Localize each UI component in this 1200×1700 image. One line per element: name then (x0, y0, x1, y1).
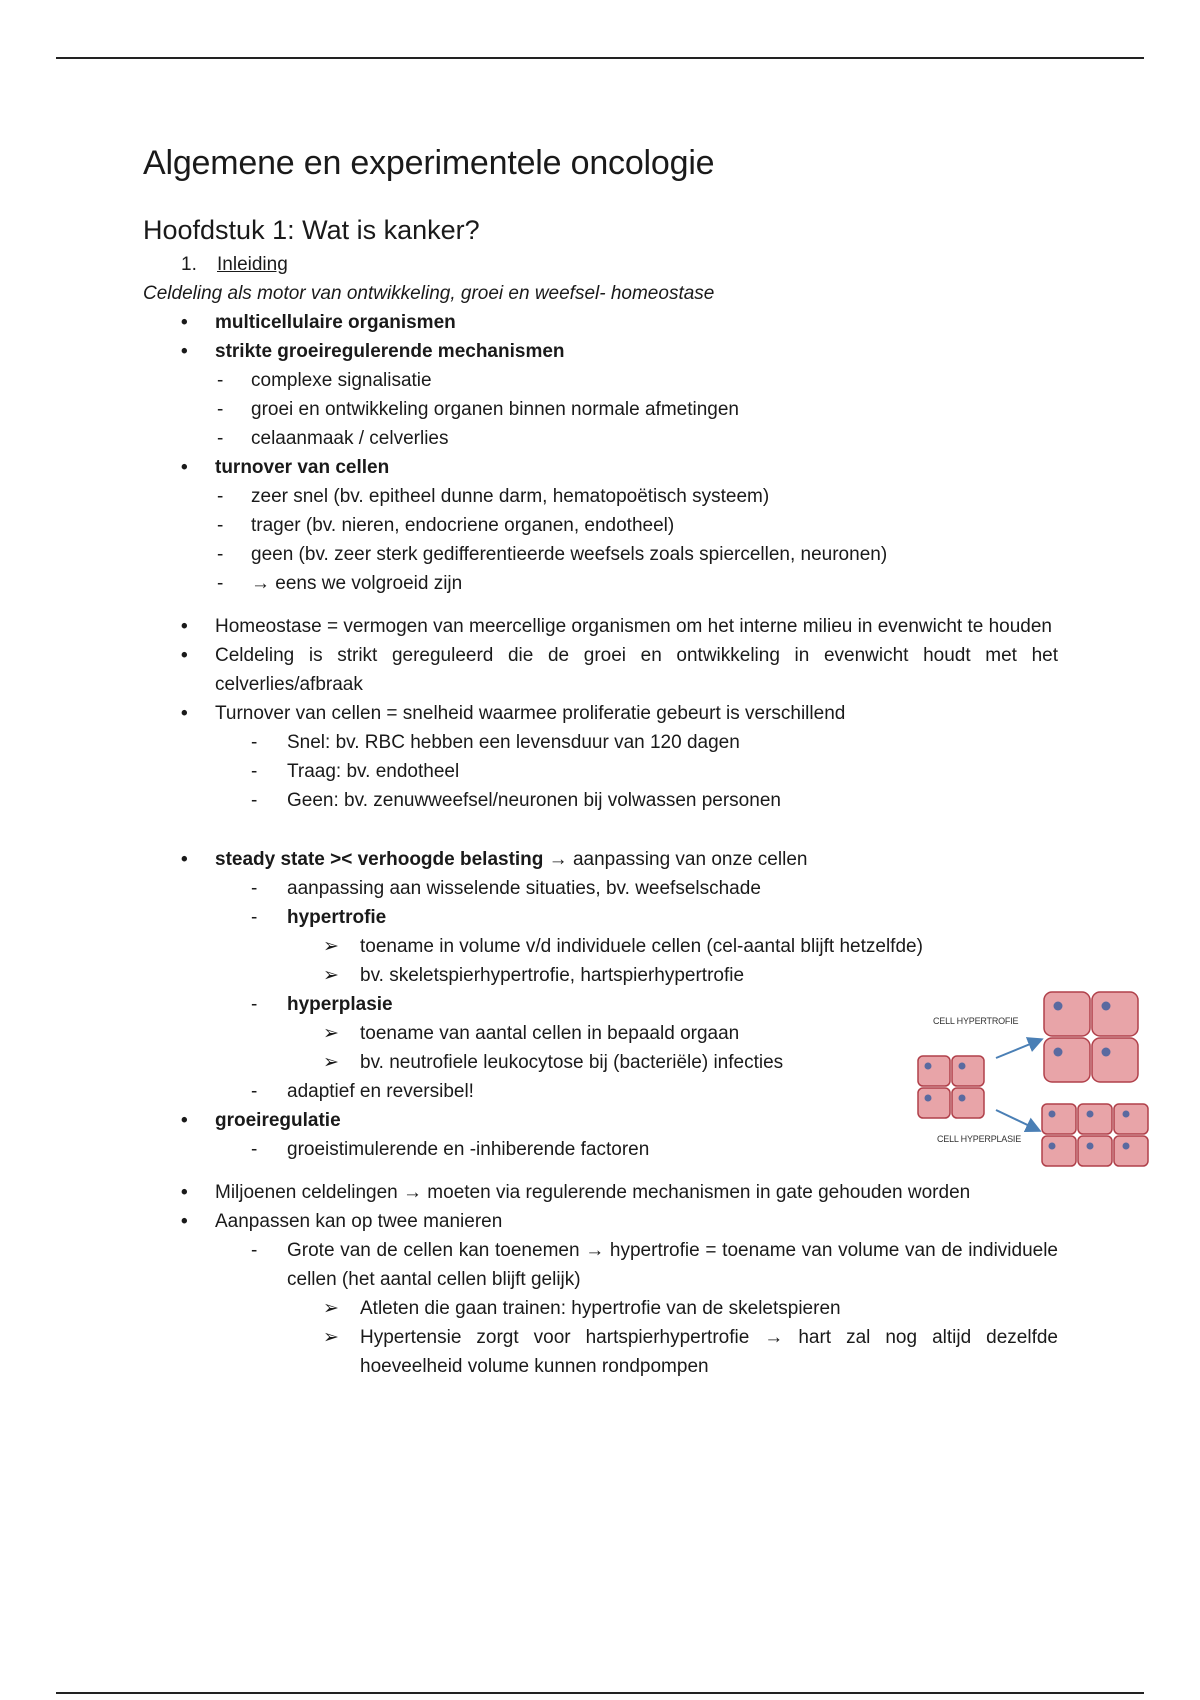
sub-list-item (143, 786, 1058, 815)
dash-marker: - (251, 1081, 258, 1102)
cell-adaptation-figure (916, 990, 1156, 1170)
sub-item-text: Geen: bv. zenuwweefsel/neuronen bij volwassen personen (287, 790, 781, 811)
sub-list-item (143, 540, 1058, 569)
sub-list-item (143, 569, 1058, 598)
arrow-item-text: Atleten die gaan trainen: hypertrofie van de skeletspieren (360, 1298, 841, 1319)
sub-item-text: aanpassing aan wisselende situaties, bv. weefselschade (287, 878, 761, 899)
bullet-marker: • (181, 616, 188, 637)
section-subtitle: Celdeling als motor van ontwikkeling, groei en weefsel- homeostase (143, 283, 715, 304)
sub-item-text: complexe signalisatie (251, 370, 432, 391)
list-item-text: → aanpassing van onze cellen (548, 849, 808, 870)
spacer (143, 815, 1058, 845)
figure-caption-hypertrofie: CELL HYPERTROFIE (933, 1016, 1019, 1026)
arrow-marker: ➢ (323, 1052, 339, 1073)
dash-marker: - (217, 428, 224, 449)
list-item (143, 1178, 1058, 1207)
chapter-heading: Hoofdstuk 1: Wat is kanker? (143, 215, 480, 245)
sub-item-text: geen (bv. zeer sterk gedifferentieerde weefsels zoals spiercellen, neuronen) (251, 544, 888, 565)
list-item-text: groeiregulatie (215, 1110, 341, 1131)
arrow-to-hyperplasia (996, 1110, 1038, 1130)
footer-rule (56, 1692, 1144, 1694)
sub-item-text: zeer snel (bv. epitheel dunne darm, hematopoëtisch systeem) (251, 486, 770, 507)
dash-marker: - (251, 907, 258, 928)
dash-marker: - (251, 1240, 258, 1261)
hypertrophy-cells (1044, 992, 1138, 1082)
bullet-marker: • (181, 1211, 188, 1232)
list-item (143, 453, 1058, 482)
dash-marker: - (251, 878, 258, 899)
list-item-text: strikte groeiregulerende mechanismen (215, 341, 565, 362)
bullet-marker: • (181, 457, 188, 478)
section-number: 1. (181, 254, 197, 275)
list-item (143, 845, 1058, 874)
bullet-marker: • (181, 1110, 188, 1131)
sub-item-text: celaanmaak / celverlies (251, 428, 449, 449)
sub-list-item (143, 366, 1058, 395)
arrow-list-item (143, 961, 1120, 990)
sub-list-item (143, 424, 1058, 453)
arrow-item-text: Hypertensie zorgt voor hartspierhypertrofie → hart zal nog altijd dezelfde hoeveelheid volume kunnen rondpompen (360, 1327, 1058, 1377)
normal-cells (918, 1056, 984, 1118)
list-item-text: Miljoenen celdelingen → moeten via regulerende mechanismen in gate gehouden worden (215, 1182, 971, 1203)
sub-item-text: groei en ontwikkeling organen binnen normale afmetingen (251, 399, 739, 420)
bullet-marker: • (181, 849, 188, 870)
arrow-marker: ➢ (323, 1298, 339, 1319)
arrow-list-item (143, 1294, 1058, 1323)
sub-item-text: hypertrofie (287, 907, 387, 928)
sub-item-text: Grote van de cellen kan toenemen → hypertrofie = toename van volume van de individuele cellen (het aantal cellen blijft gelijk) (287, 1240, 1058, 1290)
dash-marker: - (251, 790, 258, 811)
arrow-item-text: bv. neutrofiele leukocytose bij (bacteriële) infecties (360, 1052, 784, 1073)
sub-item-text: → eens we volgroeid zijn (251, 573, 463, 594)
dash-marker: - (251, 1139, 258, 1160)
arrow-marker: ➢ (323, 1327, 339, 1348)
bullet-marker: • (181, 312, 188, 333)
sub-item-text: Snel: bv. RBC hebben een levensduur van 120 dagen (287, 732, 740, 753)
sub-item-text: Traag: bv. endotheel (287, 761, 460, 782)
bullet-marker: • (181, 703, 188, 724)
arrow-list-item (143, 932, 1120, 961)
arrow-marker: ➢ (323, 936, 339, 957)
list-item (143, 337, 1058, 366)
list-item (143, 308, 1058, 337)
sub-list-item (143, 482, 1058, 511)
dash-marker: - (217, 515, 224, 536)
arrow-item-text: toename van aantal cellen in bepaald orgaan (360, 1023, 740, 1044)
sub-list-item (143, 395, 1058, 424)
dash-marker: - (217, 399, 224, 420)
list-item-text: Turnover van cellen = snelheid waarmee proliferatie gebeurt is verschillend (215, 703, 846, 724)
sub-list-item (143, 728, 1058, 757)
dash-marker: - (217, 486, 224, 507)
list-item (143, 699, 1058, 728)
arrow-item-text: toename in volume v/d individuele cellen (cel-aantal blijft hetzelfde) (360, 936, 923, 957)
list-item (143, 612, 1058, 641)
document-body (143, 140, 1058, 1381)
dash-marker: - (251, 994, 258, 1015)
arrow-to-hypertrophy (996, 1040, 1040, 1058)
section-label: Inleiding (217, 254, 288, 275)
list-item (143, 641, 1058, 699)
arrow-item-text: bv. skeletspierhypertrofie, hartspierhypertrofie (360, 965, 745, 986)
hyperplasia-cells (1042, 1104, 1148, 1166)
sub-list-item (143, 903, 1058, 932)
list-item-text: Aanpassen kan op twee manieren (215, 1211, 503, 1232)
dash-marker: - (251, 732, 258, 753)
list-item-text: Celdeling is strikt gereguleerd die de groei en ontwikkeling in evenwicht houdt met het celverlies/afbraak (215, 645, 1058, 695)
dash-marker: - (251, 761, 258, 782)
arrow-marker: ➢ (323, 1023, 339, 1044)
sub-list-item (143, 757, 1058, 786)
dash-marker: - (217, 544, 224, 565)
spacer (143, 598, 1058, 612)
sub-item-text: hyperplasie (287, 994, 393, 1015)
figure-caption-hyperplasie: CELL HYPERPLASIE (937, 1134, 1022, 1144)
list-item (143, 1207, 1058, 1236)
bullet-marker: • (181, 1182, 188, 1203)
sub-item-text: trager (bv. nieren, endocriene organen, endotheel) (251, 515, 675, 536)
bullet-marker: • (181, 645, 188, 666)
sub-list-item (143, 874, 1058, 903)
sub-list-item (143, 511, 1058, 540)
header-rule (56, 57, 1144, 59)
sub-list-item (143, 1236, 1058, 1294)
dash-marker: - (217, 370, 224, 391)
arrow-list-item (143, 1323, 1058, 1381)
bullet-marker: • (181, 341, 188, 362)
list-item-text: turnover van cellen (215, 457, 390, 478)
dash-marker: - (217, 573, 224, 594)
sub-item-text: groeistimulerende en -inhiberende factoren (287, 1139, 650, 1160)
document-title: Algemene en experimentele oncologie (143, 144, 715, 182)
list-item-bold-text: steady state >< verhoogde belasting (215, 849, 544, 870)
list-item-text: Homeostase = vermogen van meercellige organismen om het interne milieu in evenwicht te houden (215, 616, 1052, 637)
section-heading (181, 250, 1058, 279)
sub-item-text: adaptief en reversibel! (287, 1081, 474, 1102)
arrow-marker: ➢ (323, 965, 339, 986)
list-item-text: multicellulaire organismen (215, 312, 456, 333)
